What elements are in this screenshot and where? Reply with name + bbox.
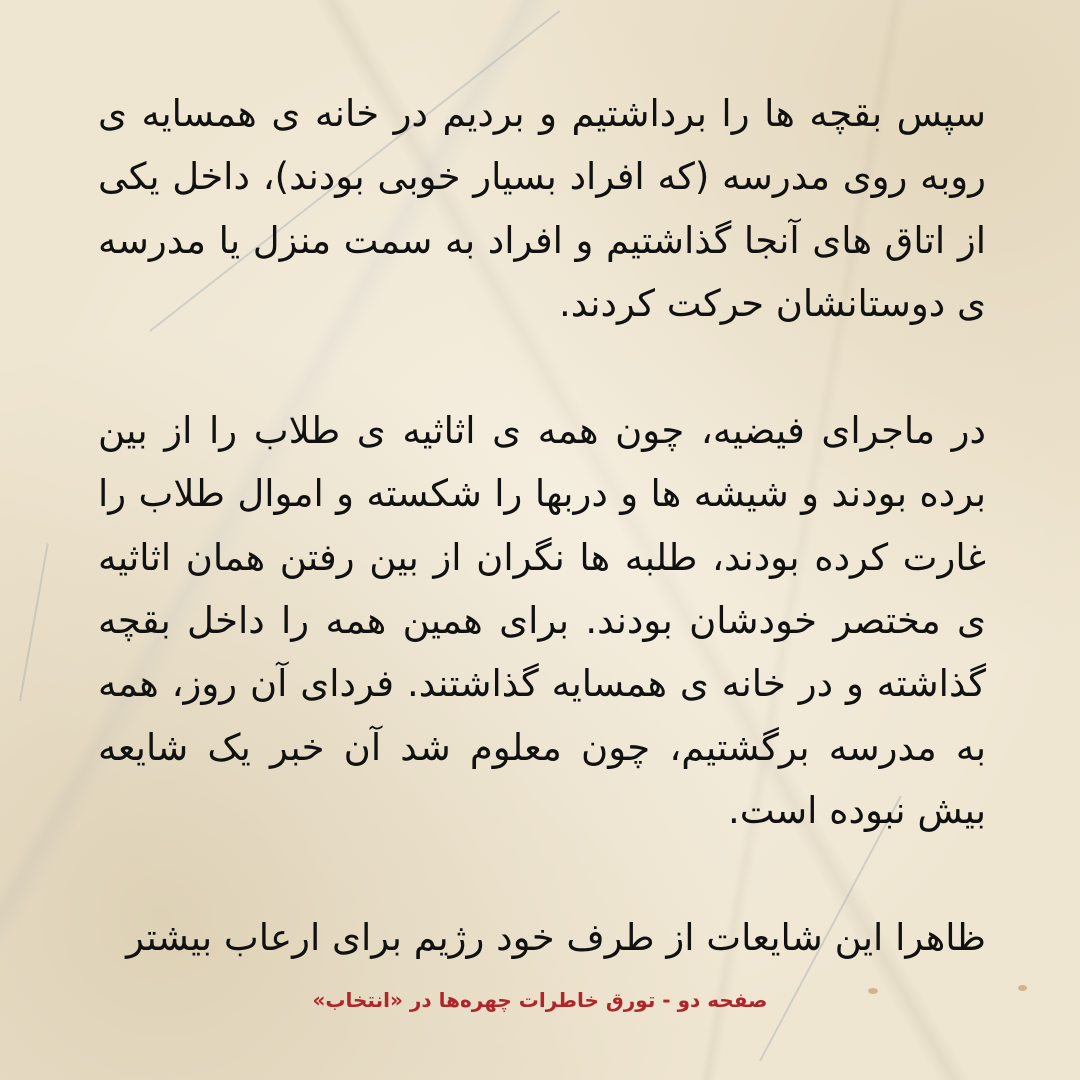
text-line: همان اثاثیه ی مختصر خودشان بودند. برای همین — [98, 535, 986, 643]
text-line: سپس بقچه ها را برداشتیم و بردیم در خانه ی همسایه — [141, 92, 986, 135]
paragraph-2 — [98, 399, 986, 842]
paper-crease — [19, 543, 49, 701]
text-line: برده بودند و شیشه ها و دربها را شکسته و اموال — [237, 472, 986, 516]
paragraph-1 — [98, 82, 986, 335]
paragraph-spacer — [98, 335, 986, 399]
text-line: ظاهرا این شایعات از طرف خود رژیم برای ارعاب بیشتر — [126, 916, 986, 960]
text-line: داخل یکی از اتاق های آنجا گذاشتیم و افراد به سمت — [98, 155, 986, 262]
text-line: منزل یا مدرسه ی دوستانشان حرکت کردند. — [98, 218, 986, 325]
source-caption: صفحه دو - تورق خاطرات چهره‌ها در «انتخاب» — [312, 988, 768, 1012]
text-line: طلاب را غارت کرده بودند، طلبه ها نگران از بین رفتن — [98, 472, 987, 579]
text-line: معلوم شد آن خبر یک شایعه بیش نبوده است. — [98, 725, 986, 832]
text-line: در ماجرای فیضیه، چون همه ی اثاثیه ی طلاب را از بین — [98, 409, 986, 453]
paragraph-3 — [98, 906, 986, 969]
text-line: گذاشتند. فردای آن روز، همه به مدرسه برگشتیم، چون — [98, 662, 987, 769]
memoir-text — [98, 82, 986, 970]
paragraph-spacer — [98, 842, 986, 906]
text-line: ی روبه روی مدرسه (که افراد بسیار خوبی بودند)، — [98, 92, 987, 199]
text-line: همه را داخل بقچه گذاشته و در خانه ی همسایه — [98, 599, 986, 706]
